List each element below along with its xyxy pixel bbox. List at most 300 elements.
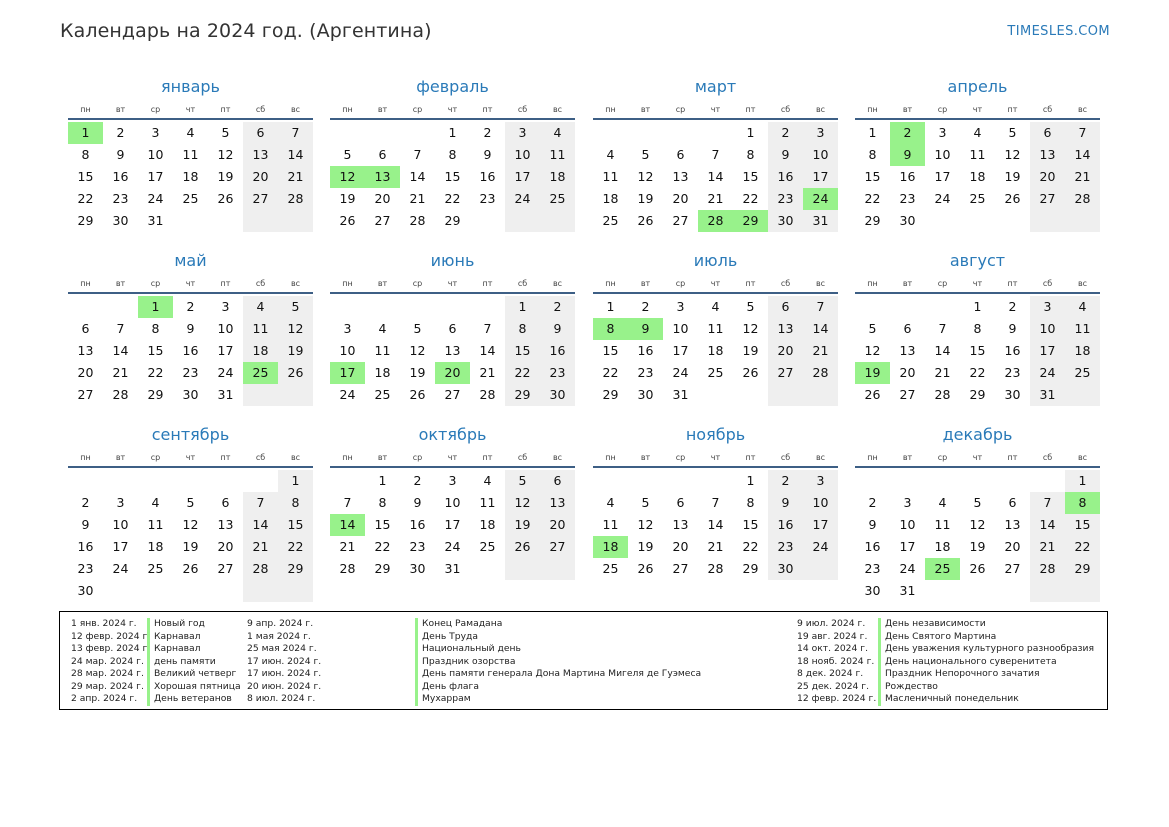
week-row xyxy=(855,580,1100,602)
day-cell: 12 xyxy=(278,318,313,340)
holiday-day-cell: 8 xyxy=(1065,492,1100,514)
week-row xyxy=(593,210,838,232)
day-cell: 29 xyxy=(374,561,391,576)
week-row xyxy=(855,122,1100,144)
day-cell: 9 xyxy=(768,144,803,166)
holiday-name: Новый год xyxy=(147,618,205,631)
day-cell: 7 xyxy=(803,296,838,318)
day-cell: 17 xyxy=(217,343,234,358)
day-cell: 8 xyxy=(81,147,90,162)
weekday-label: чт xyxy=(710,104,721,114)
day-cell: 12 xyxy=(217,147,234,162)
week-row xyxy=(593,340,838,362)
day-cell: 4 xyxy=(540,122,575,144)
weekday-label: пн xyxy=(80,278,91,288)
day-cell: 9 xyxy=(1008,321,1017,336)
holiday-name: День национального суверенитета xyxy=(878,656,1057,669)
week-row xyxy=(855,210,1100,232)
holiday-date: 28 мар. 2024 г. xyxy=(71,668,144,679)
weekday-label: вт xyxy=(115,278,126,288)
day-cell: 18 xyxy=(374,365,391,380)
day-cell: 4 xyxy=(1065,296,1100,318)
weekday-label: вт xyxy=(115,104,126,114)
day-cell: 16 xyxy=(540,340,575,362)
day-cell: 21 xyxy=(803,340,838,362)
day-cell: 28 xyxy=(479,387,496,402)
weekday-header xyxy=(855,100,1100,120)
weekday-label: чт xyxy=(710,452,721,462)
day-cell: 10 xyxy=(505,144,540,166)
empty-cell xyxy=(855,470,890,492)
weekday-label: вт xyxy=(640,104,651,114)
day-cell: 31 xyxy=(217,387,234,402)
day-cell: 3 xyxy=(938,125,947,140)
day-cell: 5 xyxy=(186,495,195,510)
day-cell: 11 xyxy=(479,495,496,510)
day-cell: 25 xyxy=(602,213,619,228)
day-cell: 22 xyxy=(969,365,986,380)
week-row xyxy=(593,514,838,536)
day-cell: 10 xyxy=(1030,318,1065,340)
day-cell: 31 xyxy=(1030,384,1065,406)
week-row xyxy=(855,470,1100,492)
day-cell: 21 xyxy=(1030,536,1065,558)
day-cell: 30 xyxy=(768,210,803,232)
month-name: декабрь xyxy=(942,425,1013,444)
empty-cell xyxy=(138,580,173,602)
day-cell: 2 xyxy=(116,125,125,140)
week-row xyxy=(855,340,1100,362)
day-cell: 4 xyxy=(151,495,160,510)
week-row xyxy=(593,470,838,492)
holiday-name: Праздник Непорочного зачатия xyxy=(878,668,1040,681)
day-cell: 26 xyxy=(969,561,986,576)
day-cell: 30 xyxy=(409,561,426,576)
day-cell: 19 xyxy=(278,340,313,362)
weekday-label: вс xyxy=(290,104,301,114)
day-cell: 28 xyxy=(112,387,129,402)
legend-row xyxy=(797,631,1094,644)
week-row xyxy=(593,122,838,144)
empty-cell xyxy=(505,558,540,580)
empty-cell xyxy=(540,558,575,580)
weekday-header xyxy=(68,274,313,294)
empty-cell xyxy=(925,470,960,492)
day-cell: 19 xyxy=(409,365,426,380)
legend-row xyxy=(797,618,1094,631)
weekday-label: ср xyxy=(937,452,948,462)
day-cell: 12 xyxy=(182,517,199,532)
day-cell: 25 xyxy=(1065,362,1100,384)
day-cell: 26 xyxy=(505,536,540,558)
month-1 xyxy=(68,72,313,232)
day-cell: 12 xyxy=(742,321,759,336)
week-row xyxy=(593,536,838,558)
day-cell: 19 xyxy=(217,169,234,184)
day-cell: 20 xyxy=(217,539,234,554)
day-cell: 9 xyxy=(116,147,125,162)
holiday-name: Хорошая пятница xyxy=(147,681,241,694)
month-10 xyxy=(330,420,575,580)
legend-row xyxy=(71,668,241,681)
week-row xyxy=(330,210,575,232)
day-cell: 19 xyxy=(505,514,540,536)
empty-cell xyxy=(593,470,628,492)
day-cell: 24 xyxy=(112,561,129,576)
day-cell: 28 xyxy=(803,362,838,384)
day-cell: 5 xyxy=(505,470,540,492)
day-cell: 13 xyxy=(672,517,689,532)
day-cell: 27 xyxy=(672,561,689,576)
week-row xyxy=(68,318,313,340)
day-cell: 22 xyxy=(444,191,461,206)
day-cell: 26 xyxy=(339,213,356,228)
weekday-label: ср xyxy=(412,104,423,114)
day-cell: 21 xyxy=(1065,166,1100,188)
weekday-label: вс xyxy=(815,104,826,114)
day-cell: 30 xyxy=(77,583,94,598)
day-cell: 2 xyxy=(413,473,422,488)
day-cell: 27 xyxy=(1004,561,1021,576)
day-cell: 5 xyxy=(1008,125,1017,140)
weekday-label: вс xyxy=(815,452,826,462)
week-row xyxy=(593,166,838,188)
empty-cell xyxy=(278,580,313,602)
holiday-name: Праздник озорства xyxy=(415,656,515,669)
day-cell: 1 xyxy=(868,125,877,140)
empty-cell xyxy=(890,470,925,492)
weekday-label: пт xyxy=(482,104,493,114)
weekday-label: пт xyxy=(745,104,756,114)
day-cell: 25 xyxy=(602,561,619,576)
weekday-label: чт xyxy=(447,104,458,114)
day-cell: 30 xyxy=(112,213,129,228)
day-cell: 7 xyxy=(483,321,492,336)
day-cell: 29 xyxy=(602,387,619,402)
empty-cell xyxy=(470,558,505,580)
weekday-label: пт xyxy=(745,278,756,288)
day-cell: 16 xyxy=(112,169,129,184)
empty-cell xyxy=(1030,580,1065,602)
week-row xyxy=(68,580,313,602)
day-cell: 23 xyxy=(864,561,881,576)
month-name: февраль xyxy=(416,77,489,96)
weekday-header xyxy=(330,274,575,294)
holiday-date: 12 февр. 2024 г. xyxy=(71,630,151,642)
weekday-label: чт xyxy=(185,452,196,462)
day-cell: 5 xyxy=(746,299,755,314)
empty-cell xyxy=(855,296,890,318)
day-cell: 26 xyxy=(742,365,759,380)
month-name: сентябрь xyxy=(151,425,230,444)
weekday-label: сб xyxy=(517,452,528,462)
day-cell: 4 xyxy=(186,125,195,140)
weekday-label: сб xyxy=(780,278,791,288)
day-cell: 6 xyxy=(903,321,912,336)
weekday-label: пн xyxy=(80,104,91,114)
day-cell: 15 xyxy=(505,340,540,362)
day-cell: 7 xyxy=(116,321,125,336)
day-cell: 25 xyxy=(147,561,164,576)
empty-cell xyxy=(960,210,995,232)
empty-cell xyxy=(243,384,278,406)
day-cell: 22 xyxy=(505,362,540,384)
holiday-name: День независимости xyxy=(878,618,986,631)
day-cell: 29 xyxy=(77,213,94,228)
weekday-label: пт xyxy=(220,278,231,288)
empty-cell xyxy=(470,296,505,318)
month-name: ноябрь xyxy=(685,425,746,444)
weekday-header xyxy=(593,274,838,294)
day-cell: 7 xyxy=(413,147,422,162)
weekday-label: пт xyxy=(220,104,231,114)
day-cell: 22 xyxy=(864,191,881,206)
holiday-name: Национальный день xyxy=(415,643,521,656)
day-cell: 12 xyxy=(409,343,426,358)
holiday-name: День Труда xyxy=(415,631,478,644)
day-cell: 15 xyxy=(864,169,881,184)
week-row xyxy=(68,384,313,406)
day-cell: 12 xyxy=(637,517,654,532)
day-cell: 23 xyxy=(899,191,916,206)
day-cell: 19 xyxy=(969,539,986,554)
legend-row xyxy=(797,656,1094,669)
day-cell: 16 xyxy=(1004,343,1021,358)
weekday-label: пт xyxy=(1007,452,1018,462)
day-cell: 11 xyxy=(934,517,951,532)
empty-cell xyxy=(365,122,400,144)
weekday-label: чт xyxy=(710,278,721,288)
day-cell: 21 xyxy=(479,365,496,380)
day-cell: 31 xyxy=(147,213,164,228)
day-cell: 3 xyxy=(221,299,230,314)
week-row xyxy=(68,210,313,232)
day-cell: 29 xyxy=(147,387,164,402)
weekday-label: вс xyxy=(552,278,563,288)
legend-row xyxy=(797,681,1094,694)
holiday-date: 20 июн. 2024 г. xyxy=(247,680,322,692)
week-row xyxy=(330,318,575,340)
holiday-day-cell: 18 xyxy=(593,536,628,558)
day-cell: 28 xyxy=(934,387,951,402)
weekday-label: пт xyxy=(220,452,231,462)
holiday-name: Великий четверг xyxy=(147,668,236,681)
weekday-label: чт xyxy=(185,278,196,288)
holiday-name: День памяти генерала Дона Мартина Мигеля де Гуэмеса xyxy=(415,668,701,681)
day-cell: 2 xyxy=(186,299,195,314)
day-cell: 7 xyxy=(1065,122,1100,144)
holiday-date: 8 дек. 2024 г. xyxy=(797,668,864,679)
weekday-label: вс xyxy=(1077,452,1088,462)
empty-cell xyxy=(68,470,103,492)
day-cell: 28 xyxy=(409,213,426,228)
weekday-header xyxy=(68,448,313,468)
day-cell: 18 xyxy=(969,169,986,184)
day-cell: 23 xyxy=(77,561,94,576)
day-cell: 3 xyxy=(448,473,457,488)
week-row xyxy=(593,558,838,580)
brand-link[interactable]: TIMESLES.COM xyxy=(1007,24,1110,39)
week-row xyxy=(330,362,575,384)
day-cell: 5 xyxy=(343,147,352,162)
holiday-day-cell: 8 xyxy=(593,318,628,340)
day-cell: 11 xyxy=(540,144,575,166)
month-12 xyxy=(855,420,1100,602)
week-row xyxy=(68,144,313,166)
day-cell: 17 xyxy=(934,169,951,184)
week-row xyxy=(330,536,575,558)
week-row xyxy=(593,492,838,514)
empty-cell xyxy=(138,470,173,492)
day-cell: 9 xyxy=(768,492,803,514)
day-cell: 23 xyxy=(409,539,426,554)
empty-cell xyxy=(768,384,803,406)
day-cell: 14 xyxy=(479,343,496,358)
empty-cell xyxy=(995,470,1030,492)
day-cell: 24 xyxy=(1030,362,1065,384)
day-cell: 7 xyxy=(938,321,947,336)
day-cell: 18 xyxy=(1065,340,1100,362)
day-cell: 28 xyxy=(1030,558,1065,580)
day-cell: 13 xyxy=(899,343,916,358)
day-cell: 18 xyxy=(182,169,199,184)
day-cell: 8 xyxy=(746,495,755,510)
empty-cell xyxy=(995,580,1030,602)
day-cell: 18 xyxy=(602,191,619,206)
weekday-label: сб xyxy=(255,278,266,288)
empty-cell xyxy=(470,210,505,232)
day-cell: 26 xyxy=(409,387,426,402)
day-cell: 27 xyxy=(1030,188,1065,210)
holiday-day-cell: 12 xyxy=(330,166,365,188)
day-cell: 9 xyxy=(540,318,575,340)
empty-cell xyxy=(995,210,1030,232)
day-cell: 28 xyxy=(243,558,278,580)
day-cell: 14 xyxy=(707,169,724,184)
day-cell: 17 xyxy=(112,539,129,554)
weekday-header xyxy=(330,100,575,120)
day-cell: 6 xyxy=(676,495,685,510)
holiday-date: 8 июл. 2024 г. xyxy=(247,693,316,704)
day-cell: 29 xyxy=(864,213,881,228)
month-name: июнь xyxy=(430,251,475,270)
day-cell: 13 xyxy=(77,343,94,358)
legend-column xyxy=(71,618,241,706)
day-cell: 27 xyxy=(899,387,916,402)
day-cell: 19 xyxy=(1004,169,1021,184)
day-cell: 2 xyxy=(1008,299,1017,314)
week-row xyxy=(855,188,1100,210)
weekday-label: чт xyxy=(972,104,983,114)
holiday-name: День флага xyxy=(415,681,479,694)
legend-column xyxy=(247,618,701,706)
day-cell: 8 xyxy=(151,321,160,336)
week-row xyxy=(68,362,313,384)
weekday-label: чт xyxy=(447,452,458,462)
day-cell: 13 xyxy=(217,517,234,532)
day-cell: 15 xyxy=(147,343,164,358)
day-cell: 25 xyxy=(182,191,199,206)
week-row xyxy=(68,558,313,580)
day-cell: 11 xyxy=(182,147,199,162)
day-cell: 24 xyxy=(444,539,461,554)
day-cell: 24 xyxy=(803,536,838,558)
weekday-label: вс xyxy=(552,452,563,462)
week-row xyxy=(593,318,838,340)
day-cell: 4 xyxy=(938,495,947,510)
day-cell: 19 xyxy=(637,191,654,206)
day-cell: 13 xyxy=(1030,144,1065,166)
day-cell: 19 xyxy=(637,539,654,554)
day-cell: 28 xyxy=(339,561,356,576)
weekday-label: пн xyxy=(867,452,878,462)
empty-cell xyxy=(925,296,960,318)
day-cell: 4 xyxy=(606,147,615,162)
day-cell: 14 xyxy=(803,318,838,340)
empty-cell xyxy=(1030,210,1065,232)
day-cell: 6 xyxy=(540,470,575,492)
day-cell: 26 xyxy=(182,561,199,576)
day-cell: 20 xyxy=(768,340,803,362)
day-cell: 13 xyxy=(540,492,575,514)
day-cell: 1 xyxy=(1065,470,1100,492)
day-cell: 3 xyxy=(1030,296,1065,318)
holiday-day-cell: 1 xyxy=(138,296,173,318)
day-cell: 22 xyxy=(374,539,391,554)
day-cell: 5 xyxy=(868,321,877,336)
holiday-date: 14 окт. 2024 г. xyxy=(797,643,869,654)
day-cell: 14 xyxy=(1030,514,1065,536)
day-cell: 13 xyxy=(672,169,689,184)
day-cell: 6 xyxy=(221,495,230,510)
month-11 xyxy=(593,420,838,580)
day-cell: 16 xyxy=(409,517,426,532)
holiday-date: 24 мар. 2024 г. xyxy=(71,655,144,667)
weekday-label: ср xyxy=(412,452,423,462)
legend-row xyxy=(247,693,701,706)
legend-row xyxy=(247,643,701,656)
weekday-label: пн xyxy=(342,278,353,288)
holiday-day-cell: 1 xyxy=(68,122,103,144)
day-cell: 12 xyxy=(969,517,986,532)
holiday-date: 13 февр. 2024 г. xyxy=(71,643,151,654)
day-cell: 21 xyxy=(112,365,129,380)
weekday-label: сб xyxy=(780,452,791,462)
day-cell: 26 xyxy=(637,213,654,228)
day-cell: 31 xyxy=(672,387,689,402)
day-cell: 3 xyxy=(151,125,160,140)
weekday-label: сб xyxy=(255,452,266,462)
day-cell: 19 xyxy=(742,343,759,358)
day-cell: 21 xyxy=(339,539,356,554)
day-cell: 27 xyxy=(374,213,391,228)
day-cell: 5 xyxy=(221,125,230,140)
day-cell: 21 xyxy=(707,539,724,554)
legend-row xyxy=(797,643,1094,656)
day-cell: 6 xyxy=(1030,122,1065,144)
month-name: июль xyxy=(693,251,738,270)
holiday-name: День ветеранов xyxy=(147,693,232,706)
day-cell: 27 xyxy=(217,561,234,576)
day-cell: 14 xyxy=(243,514,278,536)
day-cell: 29 xyxy=(505,384,540,406)
weekday-label: вс xyxy=(290,278,301,288)
day-cell: 25 xyxy=(707,365,724,380)
day-cell: 20 xyxy=(77,365,94,380)
day-cell: 7 xyxy=(1030,492,1065,514)
day-cell: 10 xyxy=(339,343,356,358)
day-cell: 1 xyxy=(378,473,387,488)
